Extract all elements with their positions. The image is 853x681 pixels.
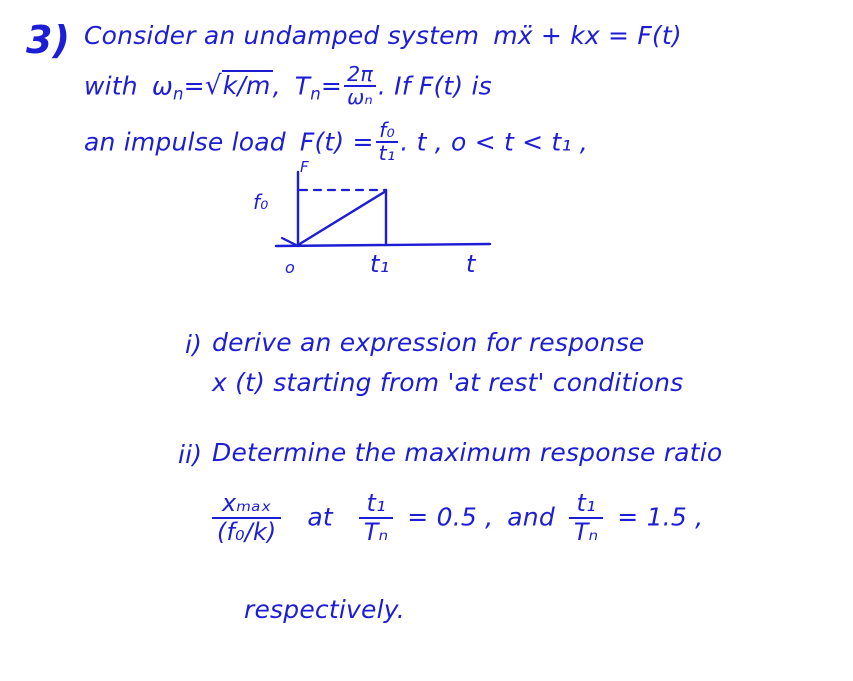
item-i-line-2: x (t) starting from 'at rest' conditions bbox=[212, 368, 684, 397]
statement-text-1: Consider an undamped system bbox=[84, 21, 480, 50]
graph-f0-label: f₀ bbox=[253, 190, 269, 214]
impulse-load-text: an impulse load bbox=[84, 127, 286, 157]
ratio-denominator: (f₀/k) bbox=[212, 517, 281, 546]
graph-horizontal-axis-label: t bbox=[466, 250, 476, 278]
fraction-f0-over-t1 bbox=[376, 120, 399, 163]
load-history-graph bbox=[268, 168, 518, 278]
sqrt-k-over-m: √k/m bbox=[204, 71, 271, 102]
equals-1: = bbox=[183, 71, 205, 101]
item-ii-marker: ii) bbox=[178, 440, 203, 469]
fraction-2pi-over-omegan bbox=[344, 64, 376, 107]
fraction-denominator: ωₙ bbox=[344, 85, 376, 108]
and-word: and bbox=[507, 502, 555, 532]
Tn-symbol: T bbox=[294, 71, 311, 101]
statement-text-2-tail: . If F(t) is bbox=[377, 71, 492, 101]
condition-2-fraction bbox=[569, 490, 603, 547]
Tn-subscript: n bbox=[310, 84, 321, 104]
problem-statement-line-1 bbox=[84, 22, 682, 50]
cond1-denominator: Tₙ bbox=[359, 517, 393, 546]
item-i-line-1: derive an expression for response bbox=[212, 328, 645, 357]
governing-equation: mẍ + kx = F(t) bbox=[493, 21, 682, 50]
equals-2: = bbox=[320, 71, 343, 101]
fraction-denominator: t₁ bbox=[376, 141, 399, 164]
force-equation-head: F(t) = bbox=[299, 127, 374, 157]
at-word: at bbox=[307, 502, 333, 532]
response-ratio-fraction bbox=[212, 490, 281, 547]
cond2-numerator: t₁ bbox=[576, 489, 596, 517]
fraction-numerator: 2π bbox=[347, 62, 373, 86]
cond2-denominator: Tₙ bbox=[569, 517, 603, 546]
item-i-marker: i) bbox=[185, 330, 203, 359]
force-equation-tail: . t , o < t < t₁ , bbox=[400, 127, 588, 157]
graph-t1-label: t₁ bbox=[370, 250, 390, 278]
problem-statement-line-2 bbox=[84, 64, 492, 107]
cond1-numerator: t₁ bbox=[366, 489, 386, 517]
condition-1-value: = 0.5 , bbox=[407, 502, 494, 532]
with-word: with bbox=[84, 71, 138, 101]
graph-vertical-axis-label: F bbox=[300, 158, 309, 176]
graph-origin-label: o bbox=[285, 258, 295, 277]
comma-1: , bbox=[272, 71, 281, 101]
condition-2-value: = 1.5 , bbox=[617, 502, 704, 532]
sqrt-content: k/m bbox=[222, 71, 271, 101]
omega-n-symbol: ω bbox=[151, 71, 173, 101]
item-ii-ratio-row bbox=[212, 490, 703, 547]
condition-1-fraction bbox=[359, 490, 393, 547]
omega-n-subscript: n bbox=[172, 84, 184, 104]
item-ii-line-1: Determine the maximum response ratio bbox=[212, 438, 723, 467]
fraction-numerator: f₀ bbox=[379, 118, 395, 142]
problem-statement-line-3 bbox=[84, 120, 588, 163]
ratio-numerator: xₘₐₓ bbox=[221, 489, 272, 517]
closing-word: respectively. bbox=[244, 595, 405, 624]
problem-number: 3) bbox=[26, 18, 71, 62]
